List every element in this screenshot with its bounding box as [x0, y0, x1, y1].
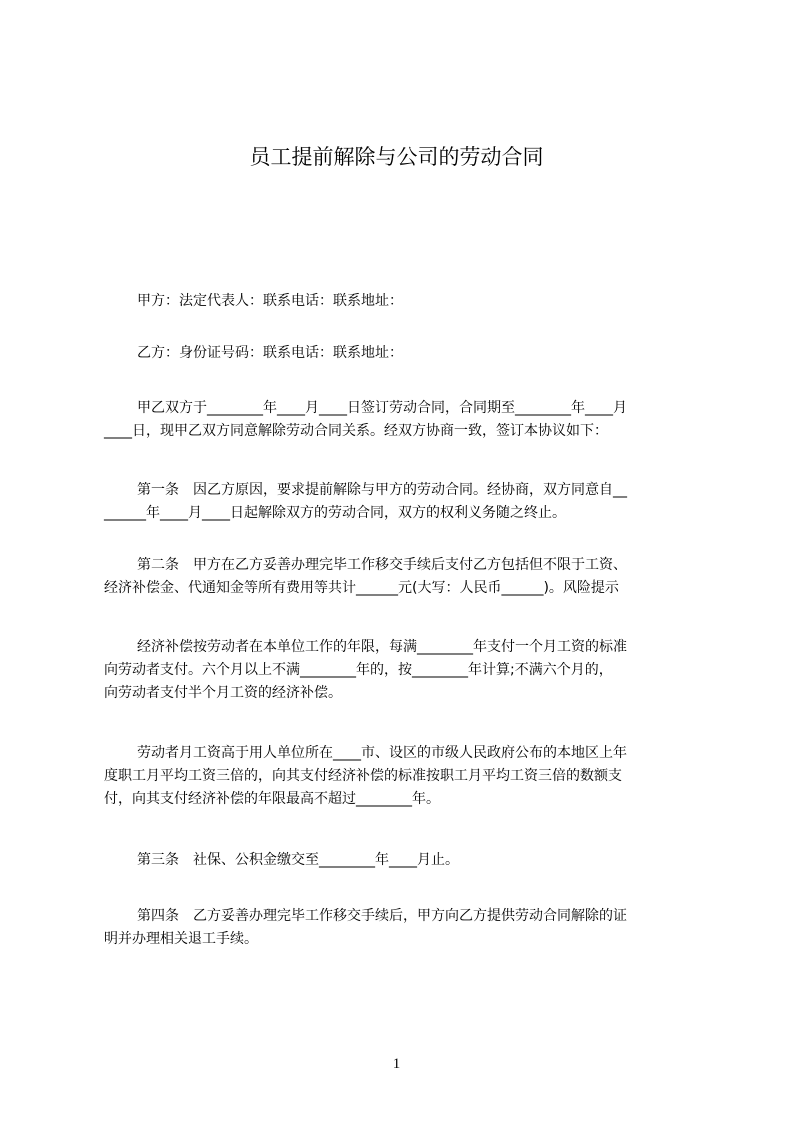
page-number: 1 — [392, 1056, 401, 1072]
article-2-line-2: 经济补偿金、代通知金等所有费用等共计______元(大写：人民币______)。风险提示 — [104, 580, 619, 596]
party-b-text: 乙方：身份证号码：联系电话：联系地址： — [137, 345, 403, 361]
high-wage-line-3: 付，向其支付经济补偿的年限最高不超过________年。 — [104, 791, 440, 807]
intro-line-2: ____日，现甲乙双方同意解除劳动合同关系。经双方协商一致，签订本协议如下： — [104, 423, 608, 439]
compensation-line-2: 向劳动者支付。六个月以上不满________年的，按________年计算;不满六个月的， — [104, 662, 613, 678]
article-2-line-1: 第二条 甲方在乙方妥善办理完毕工作移交手续后支付乙方包括但不限于工资、 — [137, 557, 627, 573]
compensation-line-3: 向劳动者支付半个月工资的经济补偿。 — [104, 685, 342, 701]
party-b-paragraph — [104, 342, 704, 365]
intro-line-1: 甲乙双方于________年____月____日签订劳动合同，合同期至________年____月 — [137, 400, 627, 416]
article-3-paragraph — [104, 849, 704, 872]
article-2-paragraph — [104, 554, 704, 600]
high-wage-line-1: 劳动者月工资高于用人单位所在____市、设区的市级人民政府公布的本地区上年 — [137, 745, 627, 761]
high-wage-paragraph — [104, 742, 704, 811]
high-wage-line-2: 度职工月平均工资三倍的，向其支付经济补偿的标准按职工月平均工资三倍的数额支 — [104, 768, 622, 784]
article-4-line-2: 明并办理相关退工手续。 — [104, 931, 258, 947]
article-1-line-1: 第一条 因乙方原因，要求提前解除与甲方的劳动合同。经协商，双方同意自__ — [137, 482, 627, 498]
article-1-line-2: ______年____月____日起解除双方的劳动合同，双方的权利义务随之终止。 — [104, 505, 566, 521]
article-4-paragraph — [104, 905, 704, 951]
compensation-paragraph — [104, 636, 704, 705]
compensation-line-1: 经济补偿按劳动者在本单位工作的年限，每满________年支付一个月工资的标准 — [137, 639, 627, 655]
article-4-line-1: 第四条 乙方妥善办理完毕工作移交手续后，甲方向乙方提供劳动合同解除的证 — [137, 908, 627, 924]
intro-paragraph — [104, 397, 704, 443]
article-1-paragraph — [104, 479, 704, 525]
article-3-text: 第三条 社保、公积金缴交至________年____月止。 — [137, 852, 459, 868]
party-a-text: 甲方：法定代表人：联系电话：联系地址： — [137, 293, 403, 309]
party-a-paragraph — [104, 290, 704, 313]
document-title: 员工提前解除与公司的劳动合同 — [249, 145, 544, 169]
